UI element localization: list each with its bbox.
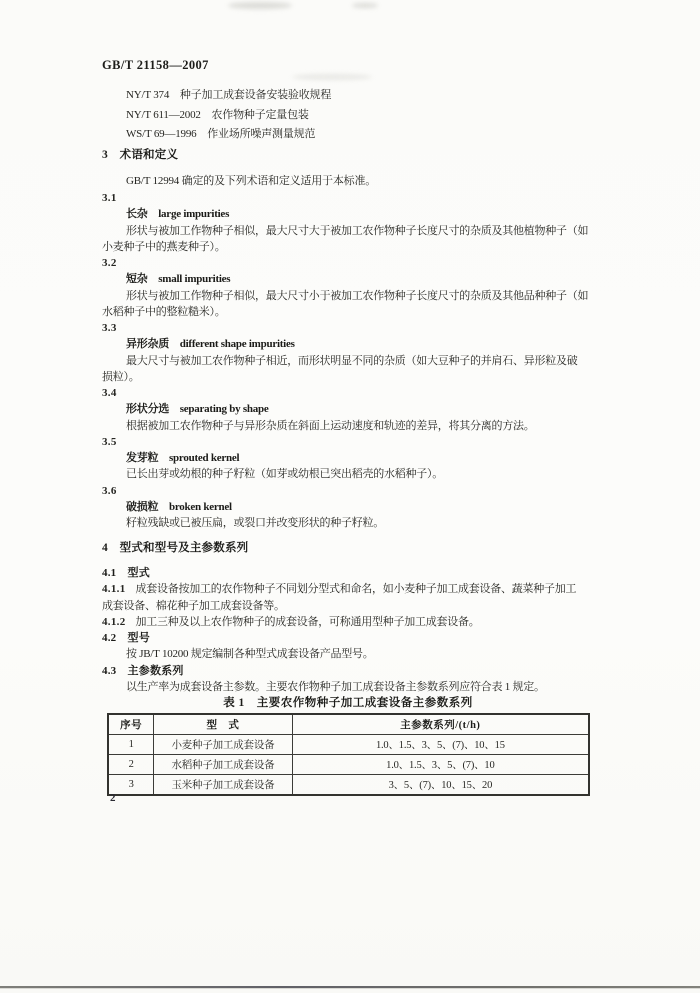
subsection-4-3-heading: 4.3 主参数系列 [102, 664, 184, 677]
term-number: 3.5 [102, 435, 117, 448]
clause-4-1-1 [102, 581, 598, 597]
term-definition: 小麦种子中的燕麦种子）。 [102, 240, 226, 253]
column-header-index: 序号 [108, 714, 154, 735]
scan-smudge [352, 3, 378, 8]
cell-index: 1 [108, 735, 154, 755]
subsection-4-2-heading: 4.2 型号 [102, 632, 150, 645]
scan-edge-shadow [0, 988, 700, 989]
term-definition: 水稻种子中的整粒糙米）。 [102, 305, 226, 318]
cell-index: 2 [108, 755, 154, 775]
section-4-heading: 4 型式和型号及主参数系列 [102, 542, 249, 554]
table-row [108, 735, 589, 755]
column-header-type: 型 式 [154, 714, 293, 735]
section-3-intro: GB/T 12994 确定的及下列术语和定义适用于本标准。 [126, 175, 377, 187]
term-number: 3.1 [102, 192, 117, 204]
table-1-caption: 表 1 主要农作物种子加工成套设备主参数系列 [223, 697, 473, 709]
table-row [108, 775, 589, 796]
clause-4-3-body: 以生产率为成套设备主参数。主要农作物种子加工成套设备主参数系列应符合表 1 规定。 [126, 681, 545, 694]
term-title: 短杂 small impurities [126, 273, 231, 286]
subsection-4-1-heading: 4.1 型式 [102, 567, 150, 579]
clause-4-1-2 [102, 614, 598, 630]
term-title: 异形杂质 different shape impurities [126, 338, 295, 351]
cell-type: 水稻种子加工成套设备 [154, 755, 293, 775]
term-title: 破损粒 broken kernel [126, 500, 232, 513]
section-4-body [102, 565, 598, 695]
table-row [108, 755, 589, 775]
term-number: 3.3 [102, 322, 117, 334]
term-number: 3.2 [102, 257, 117, 269]
term-definition: 最大尺寸与被加工农作物种子相近，而形状明显不同的杂质（如大豆种子的并肩石、异形粒及破 [126, 354, 578, 367]
term-definition: 根据被加工农作物种子与异形杂质在斜面上运动速度和轨迹的差异，将其分离的方法。 [126, 419, 535, 432]
clause-4-2-body: 按 JB/T 10200 规定编制各种型式成套设备产品型号。 [126, 648, 374, 661]
normative-references [126, 86, 331, 145]
cell-index: 3 [108, 775, 154, 796]
clause-number: 4.1.1 [102, 583, 126, 596]
cell-type: 玉米种子加工成套设备 [154, 775, 293, 796]
term-title: 长杂 large impurities [126, 208, 230, 221]
term-number: 3.4 [102, 387, 117, 399]
page-number: 2 [110, 792, 116, 804]
reference-item: NY/T 374 种子加工成套设备安装验收规程 [126, 89, 332, 101]
scan-smudge [228, 2, 292, 9]
clause-4-1-1-continued: 成套设备、棉花种子加工成套设备等。 [102, 599, 285, 612]
term-definition: 已长出芽或幼根的种子籽粒（如芽或幼根已突出稻壳的水稻种子）。 [126, 468, 443, 481]
table-1-main-parameters [107, 713, 590, 796]
section-3-heading: 3 术语和定义 [102, 149, 179, 161]
reference-item: WS/T 69—1996 作业场所噪声测量规范 [126, 128, 316, 141]
term-title: 发芽粒 sprouted kernel [126, 452, 240, 464]
cell-type: 小麦种子加工成套设备 [154, 735, 293, 755]
column-header-parameter-series: 主参数系列/(t/h) [292, 714, 589, 735]
cell-parameter-series: 1.0、1.5、3、5、(7)、10、15 [292, 735, 589, 755]
term-definition: 籽粒残缺或已被压扁，或裂口并改变形状的种子籽粒。 [126, 517, 384, 529]
terms-and-definitions [102, 190, 598, 531]
table-header-row [108, 714, 589, 735]
term-number: 3.6 [102, 484, 117, 497]
term-definition: 形状与被加工作物种子相似，最大尺寸大于被加工农作物种子长度尺寸的杂质及其他植物种子（如 [126, 224, 589, 237]
clause-text: 成套设备按加工的农作物种子不同划分型式和命名，如小麦种子加工成套设备、蔬菜种子加工 [135, 583, 577, 596]
term-title: 形状分选 separating by shape [126, 403, 269, 416]
term-definition: 损粒）。 [102, 370, 140, 383]
clause-text: 加工三种及以上农作物种子的成套设备，可称通用型种子加工成套设备。 [135, 615, 480, 628]
term-definition: 形状与被加工作物种子相似，最大尺寸小于被加工农作物种子长度尺寸的杂质及其他品种种子（如 [126, 289, 589, 302]
reference-item: NY/T 611—2002 农作物种子定量包装 [126, 108, 309, 121]
cell-parameter-series: 1.0、1.5、3、5、(7)、10 [292, 755, 589, 775]
scan-smudge [292, 74, 372, 80]
clause-number: 4.1.2 [102, 615, 126, 628]
cell-parameter-series: 3、5、(7)、10、15、20 [292, 775, 589, 796]
document-code: GB/T 21158—2007 [102, 58, 209, 72]
